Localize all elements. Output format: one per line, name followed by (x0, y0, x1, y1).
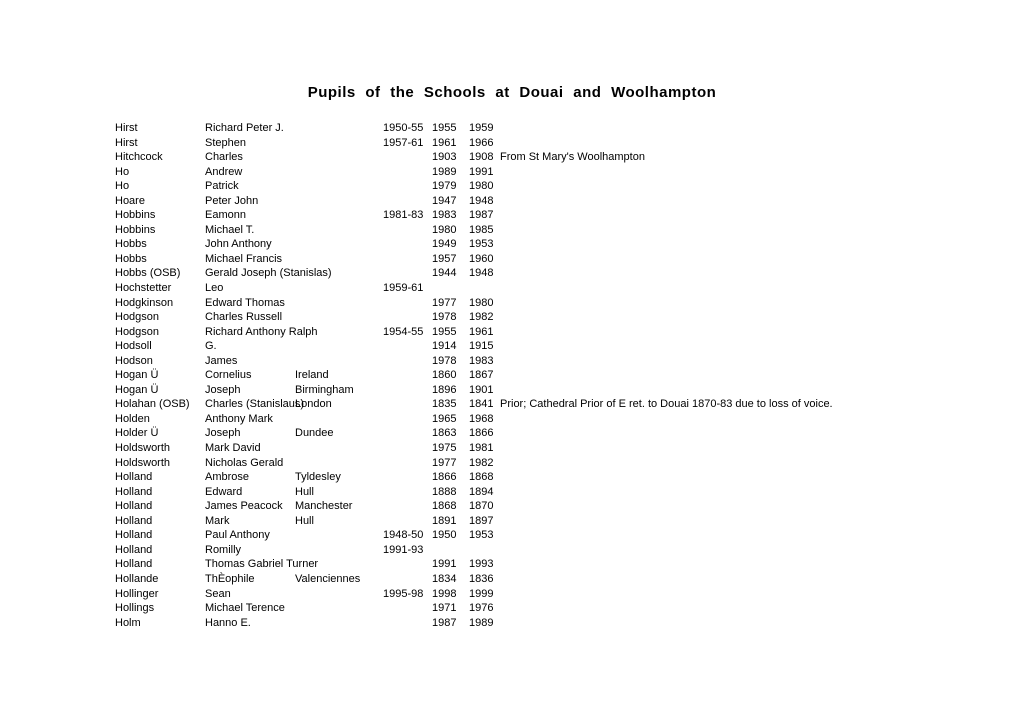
cell-given_names: Sean (205, 587, 231, 600)
table-row (115, 485, 1024, 500)
cell-year_from: 1868 (432, 500, 457, 513)
cell-year_from: 1896 (432, 383, 457, 396)
table-row (115, 397, 1024, 412)
cell-year_to: 1968 (469, 412, 494, 425)
cell-year_to: 1870 (469, 500, 494, 513)
cell-surname: Holland (115, 471, 153, 484)
cell-year_from: 1979 (432, 180, 457, 193)
cell-year_from: 1903 (432, 151, 457, 164)
cell-given_names: Patrick (205, 180, 239, 193)
table-row (115, 412, 1024, 427)
cell-year_to: 1836 (469, 572, 494, 585)
table-row (115, 339, 1024, 354)
cell-given_names: Mark David (205, 442, 261, 455)
table-row (115, 456, 1024, 471)
cell-place: Valenciennes (295, 572, 361, 585)
cell-given_names: Ambrose (205, 471, 250, 484)
cell-year_to: 1915 (469, 340, 494, 353)
cell-surname: Ho (115, 165, 130, 178)
cell-place: Birmingham (295, 383, 354, 396)
table-row (115, 587, 1024, 602)
cell-given_names: ThÈophile (205, 572, 255, 585)
cell-surname: Hobbs (115, 252, 147, 265)
cell-year_from: 1989 (432, 165, 457, 178)
cell-given_names: Michael T. (205, 223, 255, 236)
cell-given_names: Hanno E. (205, 616, 251, 629)
cell-year_from: 1950 (432, 529, 457, 542)
cell-place: Tyldesley (295, 471, 341, 484)
cell-year_from: 1863 (432, 427, 457, 440)
cell-given_names: Edward Thomas (205, 296, 285, 309)
cell-year_from: 1914 (432, 340, 457, 353)
cell-year_to: 1960 (469, 252, 494, 265)
cell-surname: Holland (115, 485, 153, 498)
page-title: Pupils of the Schools at Douai and Woolhampton (307, 84, 717, 101)
table-row (115, 528, 1024, 543)
cell-given_names: Charles (Stanislaus) (205, 398, 305, 411)
cell-given_names: Joseph (205, 427, 241, 440)
cell-year_from: 1975 (432, 442, 457, 455)
cell-place: London (295, 398, 332, 411)
table-row (115, 368, 1024, 383)
cell-year_from: 1957 (432, 252, 457, 265)
cell-attendance: 1954-55 (383, 325, 424, 338)
cell-year_from: 1965 (432, 412, 457, 425)
cell-year_to: 1980 (469, 180, 494, 193)
cell-year_from: 1977 (432, 296, 457, 309)
cell-surname: Holahan (OSB) (115, 398, 190, 411)
cell-year_from: 1971 (432, 602, 457, 615)
cell-given_names: Richard Peter J. (205, 122, 284, 134)
table-row (115, 616, 1024, 631)
cell-surname: Hodgkinson (115, 296, 174, 309)
cell-year_to: 1982 (469, 456, 494, 469)
cell-year_to: 1991 (469, 165, 494, 178)
cell-surname: Hogan Ü (115, 369, 159, 382)
cell-surname: Holland (115, 529, 153, 542)
table-row (115, 165, 1024, 180)
cell-given_names: John Anthony (205, 238, 272, 251)
cell-surname: Holm (115, 616, 141, 629)
cell-year_to: 1989 (469, 616, 494, 629)
cell-year_from: 1987 (432, 616, 457, 629)
cell-note: Prior; Cathedral Prior of E ret. to Douai 1870-83 due to loss of voice. (500, 398, 833, 411)
table-row (115, 383, 1024, 398)
cell-given_names: Michael Francis (205, 252, 283, 265)
table-row (115, 354, 1024, 369)
cell-surname: Hogan Ü (115, 383, 159, 396)
cell-year_to: 1980 (469, 296, 494, 309)
cell-note: From St Mary's Woolhampton (500, 151, 645, 164)
table-row (115, 266, 1024, 281)
cell-surname: Holland (115, 500, 153, 513)
cell-year_from: 1977 (432, 456, 457, 469)
cell-given_names: Nicholas Gerald (205, 456, 284, 469)
cell-year_to: 1993 (469, 558, 494, 571)
cell-year_from: 1983 (432, 209, 457, 222)
table-row (115, 572, 1024, 587)
cell-given_names: Romilly (205, 543, 242, 556)
cell-given_names: Michael Terence (205, 602, 285, 615)
pupils-table (115, 121, 1024, 630)
cell-surname: Hirst (115, 122, 138, 134)
cell-attendance: 1957-61 (383, 136, 424, 149)
table-row (115, 601, 1024, 616)
cell-year_from: 1947 (432, 194, 457, 207)
cell-surname: Holdsworth (115, 442, 171, 455)
cell-given_names: Cornelius (205, 369, 252, 382)
cell-year_to: 1981 (469, 442, 494, 455)
cell-year_from: 1955 (432, 122, 457, 134)
cell-year_to: 1953 (469, 529, 494, 542)
cell-surname: Holland (115, 558, 153, 571)
cell-year_from: 1835 (432, 398, 457, 411)
cell-year_from: 1860 (432, 369, 457, 382)
cell-year_from: 1888 (432, 485, 457, 498)
cell-given_names: Anthony Mark (205, 412, 273, 425)
cell-year_from: 1991 (432, 558, 457, 571)
cell-attendance: 1948-50 (383, 529, 424, 542)
cell-year_to: 1999 (469, 587, 494, 600)
table-row (115, 296, 1024, 311)
cell-surname: Holland (115, 514, 153, 527)
table-row (115, 136, 1024, 151)
cell-year_to: 1983 (469, 354, 494, 367)
table-row (115, 150, 1024, 165)
cell-surname: Hobbs (115, 238, 147, 251)
cell-year_to: 1959 (469, 122, 494, 134)
table-row (115, 208, 1024, 223)
cell-surname: Holland (115, 543, 153, 556)
table-row (115, 281, 1024, 296)
cell-place: Hull (295, 485, 314, 498)
cell-place: Dundee (295, 427, 334, 440)
table-row (115, 514, 1024, 529)
cell-year_to: 1841 (469, 398, 494, 411)
cell-year_to: 1987 (469, 209, 494, 222)
cell-given_names: Charles (205, 151, 243, 164)
cell-given_names: Leo (205, 282, 224, 295)
cell-place: Ireland (295, 369, 329, 382)
cell-given_names: Andrew (205, 165, 243, 178)
cell-surname: Ho (115, 180, 130, 193)
cell-surname: Hobbs (OSB) (115, 267, 181, 280)
cell-year_to: 1953 (469, 238, 494, 251)
table-row (115, 543, 1024, 558)
cell-surname: Holdsworth (115, 456, 171, 469)
cell-year_from: 1961 (432, 136, 457, 149)
cell-attendance: 1991-93 (383, 543, 424, 556)
cell-year_to: 1948 (469, 194, 494, 207)
cell-attendance: 1995-98 (383, 587, 424, 600)
table-row (115, 223, 1024, 238)
cell-year_from: 1978 (432, 354, 457, 367)
cell-given_names: Paul Anthony (205, 529, 270, 542)
cell-surname: Holder Ü (115, 427, 159, 440)
cell-surname: Hobbins (115, 223, 156, 236)
cell-year_to: 1897 (469, 514, 494, 527)
cell-year_to: 1976 (469, 602, 494, 615)
table-row (115, 441, 1024, 456)
table-row (115, 310, 1024, 325)
cell-surname: Hobbins (115, 209, 156, 222)
cell-year_from: 1998 (432, 587, 457, 600)
cell-surname: Hodsoll (115, 340, 152, 353)
cell-year_from: 1980 (432, 223, 457, 236)
cell-given_names: Peter John (205, 194, 259, 207)
cell-year_to: 1894 (469, 485, 494, 498)
cell-year_from: 1834 (432, 572, 457, 585)
table-row (115, 470, 1024, 485)
cell-surname: Hirst (115, 136, 138, 149)
cell-given_names: Richard Anthony Ralph (205, 325, 318, 338)
cell-attendance: 1959-61 (383, 282, 424, 295)
cell-given_names: Thomas Gabriel Turner (205, 558, 319, 571)
table-row (115, 426, 1024, 441)
cell-surname: Hollinger (115, 587, 159, 600)
cell-year_from: 1891 (432, 514, 457, 527)
table-row (115, 557, 1024, 572)
cell-year_to: 1985 (469, 223, 494, 236)
cell-year_from: 1944 (432, 267, 457, 280)
cell-surname: Hodson (115, 354, 153, 367)
table-row (115, 179, 1024, 194)
cell-given_names: G. (205, 340, 217, 353)
cell-attendance: 1950-55 (383, 122, 424, 134)
cell-surname: Holden (115, 412, 150, 425)
table-row (115, 121, 1024, 136)
table-row (115, 194, 1024, 209)
cell-year_to: 1982 (469, 311, 494, 324)
cell-year_from: 1978 (432, 311, 457, 324)
table-row (115, 252, 1024, 267)
cell-surname: Hodgson (115, 325, 160, 338)
cell-year_to: 1866 (469, 427, 494, 440)
cell-year_from: 1955 (432, 325, 457, 338)
cell-surname: Hitchcock (115, 151, 163, 164)
table-row (115, 325, 1024, 340)
cell-year_from: 1866 (432, 471, 457, 484)
table-row (115, 499, 1024, 514)
table-row (115, 237, 1024, 252)
cell-year_from: 1949 (432, 238, 457, 251)
cell-surname: Hochstetter (115, 282, 172, 295)
cell-surname: Hodgson (115, 311, 160, 324)
cell-given_names: Charles Russell (205, 311, 283, 324)
cell-surname: Hollande (115, 572, 159, 585)
cell-given_names: James (205, 354, 238, 367)
cell-year_to: 1948 (469, 267, 494, 280)
cell-place: Manchester (295, 500, 353, 513)
cell-year_to: 1966 (469, 136, 494, 149)
cell-given_names: Edward (205, 485, 243, 498)
cell-given_names: Mark (205, 514, 230, 527)
cell-given_names: Stephen (205, 136, 246, 149)
cell-year_to: 1961 (469, 325, 494, 338)
cell-place: Hull (295, 514, 314, 527)
cell-given_names: Gerald Joseph (Stanislas) (205, 267, 332, 280)
cell-year_to: 1908 (469, 151, 494, 164)
cell-attendance: 1981-83 (383, 209, 424, 222)
cell-year_to: 1867 (469, 369, 494, 382)
cell-given_names: James Peacock (205, 500, 283, 513)
cell-year_to: 1868 (469, 471, 494, 484)
cell-given_names: Eamonn (205, 209, 246, 222)
cell-year_to: 1901 (469, 383, 494, 396)
cell-surname: Hollings (115, 602, 155, 615)
cell-given_names: Joseph (205, 383, 241, 396)
cell-surname: Hoare (115, 194, 145, 207)
